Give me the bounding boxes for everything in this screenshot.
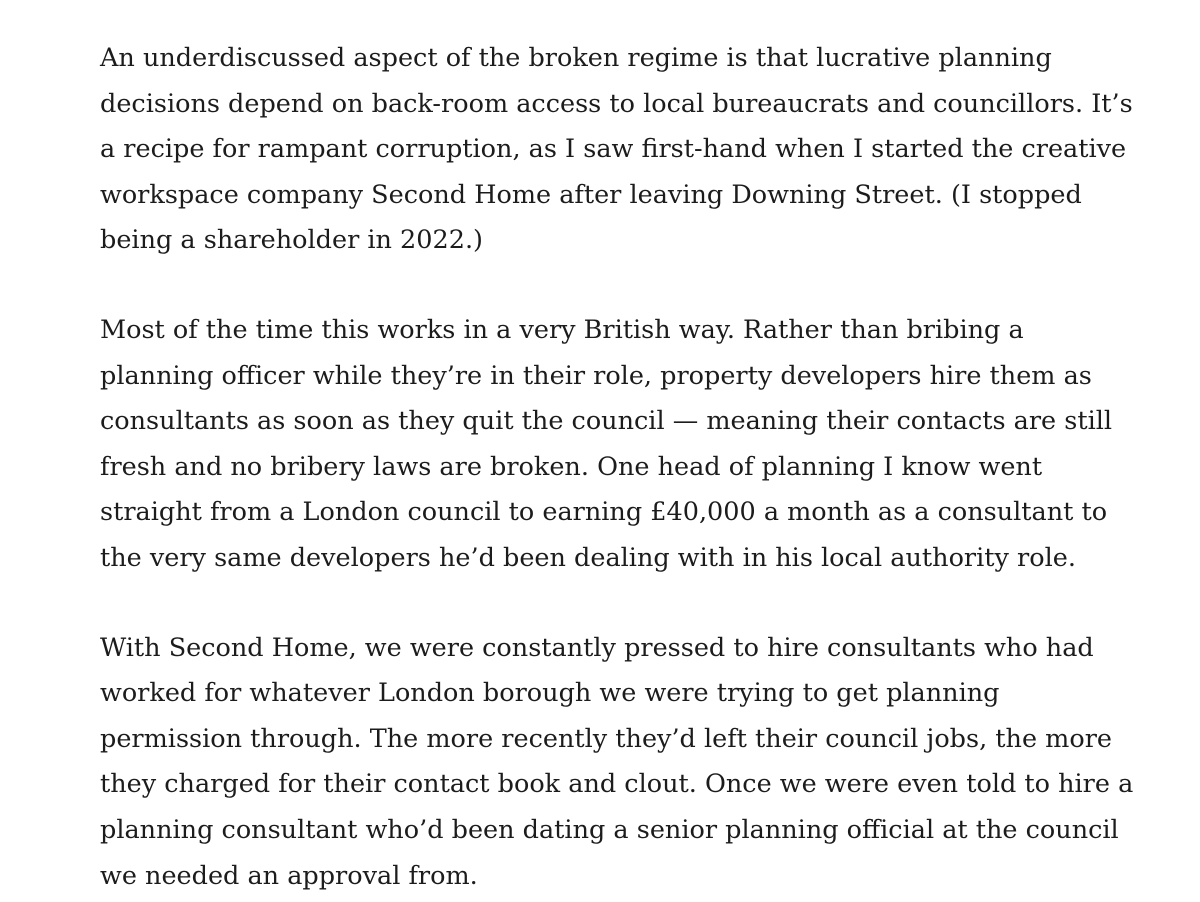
text-line: Most of the time this works in a very British way. Rather than bribing a (100, 314, 1024, 345)
text-line: straight from a London council to earning £40,000 a month as a consultant to (100, 497, 1108, 528)
text-line: With Second Home, we were constantly pressed to hire consultants who had (100, 632, 1094, 663)
paragraph-1 (100, 36, 1140, 264)
text-line: workspace company Second Home after leaving Downing Street. (I stopped (100, 179, 1082, 210)
text-line: planning officer while they’re in their role, property developers hire them as (100, 360, 1092, 391)
text-line: the very same developers he’d been dealing with in his local authority role. (100, 542, 1076, 573)
paragraph-3 (100, 626, 1140, 900)
text-line: fresh and no bribery laws are broken. One head of planning I know went (100, 451, 1043, 482)
article-body (100, 36, 1140, 899)
text-line: being a shareholder in 2022.) (100, 225, 483, 256)
text-line: decisions depend on back-room access to local bureaucrats and councillors. It’s (100, 88, 1133, 119)
text-line: we needed an approval from. (100, 860, 478, 891)
text-line: consultants as soon as they quit the council — meaning their contacts are still (100, 406, 1113, 437)
text-line: worked for whatever London borough we were trying to get planning (100, 678, 1000, 709)
text-line: An underdiscussed aspect of the broken regime is that lucrative planning (100, 43, 1052, 73)
text-line: a recipe for rampant corruption, as I saw first-hand when I started the creative (100, 134, 1127, 165)
text-line: planning consultant who’d been dating a senior planning official at the council (100, 814, 1119, 845)
text-line: they charged for their contact book and clout. Once we were even told to hire a (100, 769, 1134, 800)
paragraph-2 (100, 308, 1140, 582)
text-line: permission through. The more recently they’d left their council jobs, the more (100, 723, 1112, 754)
